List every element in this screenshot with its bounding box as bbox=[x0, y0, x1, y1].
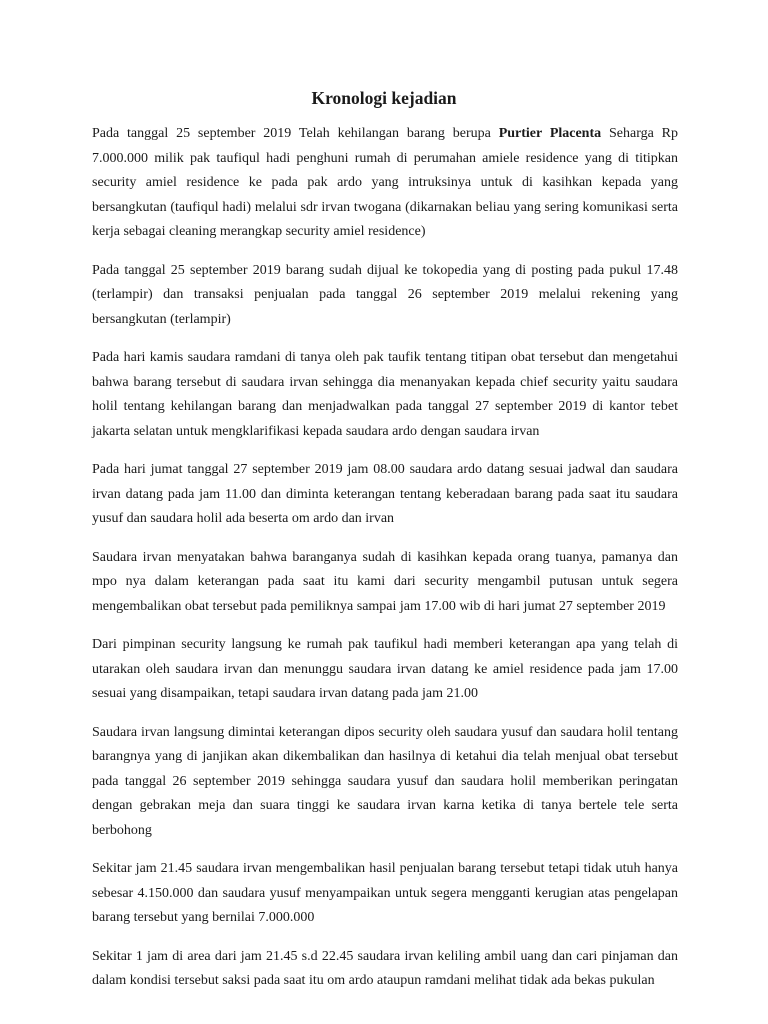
paragraph-6: Dari pimpinan security langsung ke rumah pak taufikul hadi memberi keterangan apa yang telah di utarakan oleh saudara irvan dan menunggu saudara irvan datang ke amiel residence pada jam 17.00 sesuai yang disampaikan, tetapi saudara irvan datang pada jam 21.00 bbox=[92, 637, 678, 701]
paragraph-1-text-end: Seharga Rp 7.000.000 milik pak taufiqul hadi penghuni rumah di perumahan amiele residence yang di titipkan security amiel residence ke pada pak ardo yang intruksinya untuk di kasihkan kepada yang bersangkutan (taufiqul hadi) melalui sdr irvan twogana (dikarnakan beliau yang sering komunikasi serta kerja sebagai cleaning merangkap security amiel residence) bbox=[92, 126, 678, 239]
paragraph-5: Saudara irvan menyatakan bahwa baranganya sudah di kasihkan kepada orang tuanya, pamanya dan mpo nya dalam keterangan pada saat itu kami dari security mengambil putusan untuk segera mengembalikan obat tersebut pada pemiliknya sampai jam 17.00 wib di hari jumat 27 september 2019 bbox=[92, 549, 678, 614]
paragraph-3: Pada hari kamis saudara ramdani di tanya oleh pak taufik tentang titipan obat tersebut dan mengetahui bahwa barang tersebut di saudara irvan sehingga dia menanyakan kepada chief security yaitu saudara holil tentang kehilangan barang dan menjadwalkan pada tanggal 27 september 2019 di kantor tebet jakarta selatan untuk mengklarifikasi kepada saudara ardo dengan saudara irvan bbox=[92, 350, 678, 439]
paragraph-4: Pada hari jumat tanggal 27 september 2019 jam 08.00 saudara ardo datang sesuai jadwal dan saudara irvan datang pada jam 11.00 dan diminta keterangan tentang keberadaan barang pada saat itu saudara yusuf dan saudara holil ada beserta om ardo dan irvan bbox=[92, 462, 678, 526]
product-name: Purtier Placenta bbox=[498, 126, 602, 141]
paragraph-8: Sekitar jam 21.45 saudara irvan mengembalikan hasil penjualan barang tersebut tetapi tidak utuh hanya sebesar 4.150.000 dan saudara yusuf menyampaikan untuk segera mengganti kerugian atas pengelapan barang tersebut yang bernilai 7.000.000 bbox=[92, 861, 678, 925]
paragraph-1 bbox=[92, 122, 678, 245]
paragraph-9: Sekitar 1 jam di area dari jam 21.45 s.d 22.45 saudara irvan keliling ambil uang dan cari pinjaman dan dalam kondisi tersebut saksi pada saat itu om ardo ataupun ramdani melihat tidak ada bekas pukulan bbox=[92, 948, 678, 988]
paragraph-2: Pada tanggal 25 september 2019 barang sudah dijual ke tokopedia yang di posting pada pukul 17.48 (terlampir) dan transaksi penjualan pada tanggal 26 september 2019 melalui rekening yang bersangkutan (terlampir) bbox=[92, 262, 678, 327]
document-title: Kronologi kejadian bbox=[311, 88, 457, 108]
document-body bbox=[92, 122, 678, 1008]
paragraph-1-text-start: Pada tanggal 25 september 2019 Telah kehilangan barang berupa bbox=[92, 126, 499, 141]
paragraph-7: Saudara irvan langsung dimintai keterangan dipos security oleh saudara yusuf dan saudara holil tentang barangnya yang di janjikan akan dikembalikan dan hasilnya di ketahui dia telah menjual obat tersebut pada tanggal 26 september 2019 sehingga saudara yusuf dan saudara holil memberikan peringatan dengan gebrakan meja dan suara tinggi ke saudara irvan karna ketika di tanya bertele tele serta berbohong bbox=[92, 724, 678, 838]
